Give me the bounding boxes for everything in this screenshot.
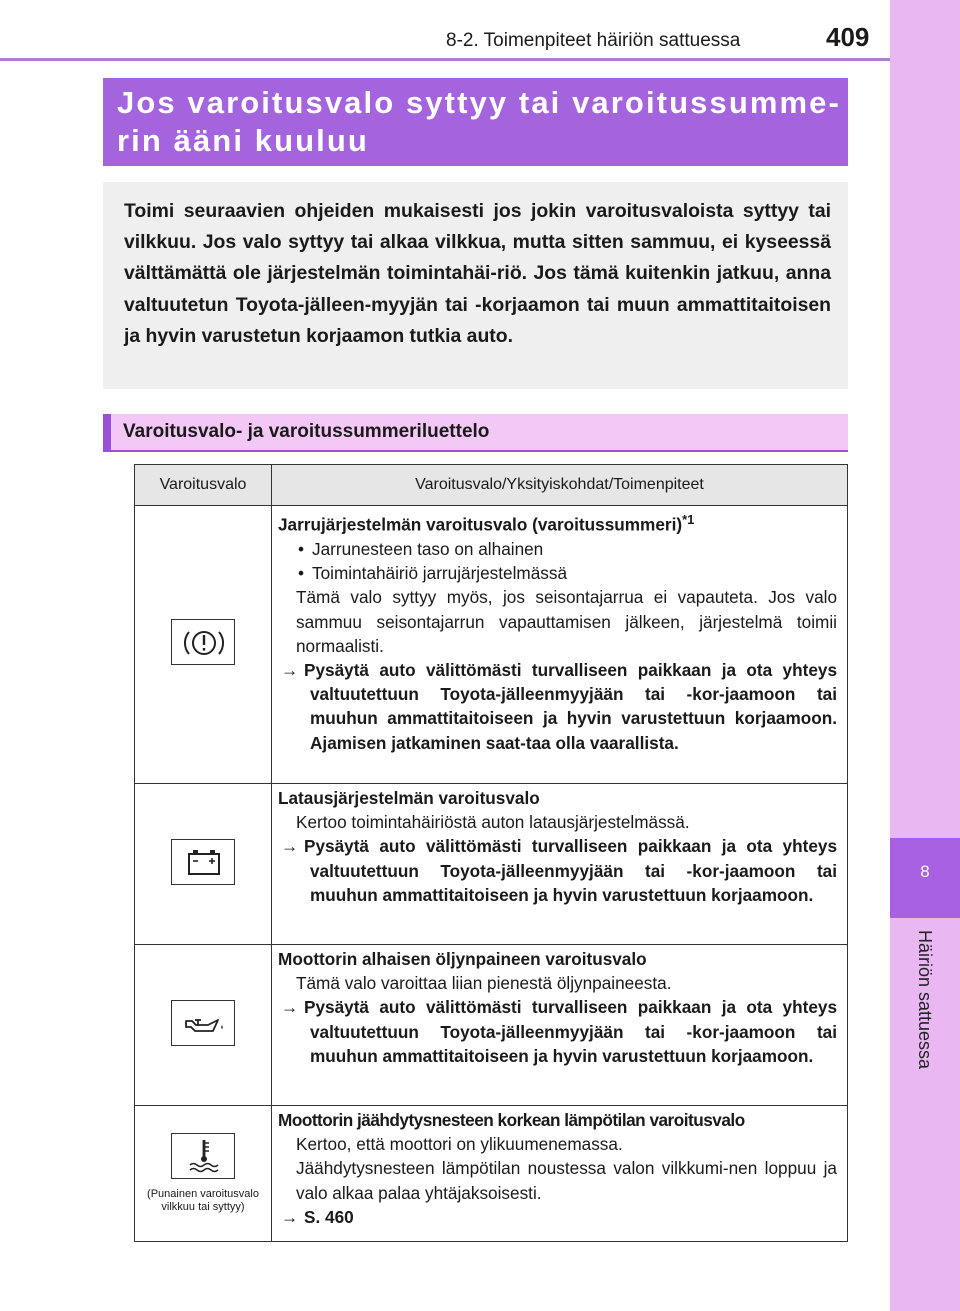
icon-cell [135, 1106, 272, 1242]
detail-cell [272, 1106, 848, 1242]
chapter-number: 8 [920, 862, 930, 881]
action-text-body: Pysäytä auto välittömästi turvalliseen paikkaan ja ota yhteys valtuutettuun Toyota-jälleenmyyjään tai -kor-jaamoon tai muuhun ammattitaitoiseen ja hyvin varustettuun korjaamoon. Ajamisen jatkaminen saat-taa olla vaarallista. [304, 659, 837, 753]
intro-box [103, 182, 848, 389]
arrow-icon: → [281, 997, 299, 1018]
table-header-row [135, 465, 848, 506]
row-title: Latausjärjestelmän varoitusvalo [278, 788, 540, 808]
action-text-body: Pysäytä auto välittömästi turvalliseen paikkaan ja ota yhteys valtuutettuun Toyota-jälleenmyyjään tai -kor-jaamoon tai muuhun ammattitaitoiseen ja hyvin varustettuun korjaamoon. [304, 997, 837, 1066]
row-title [278, 508, 837, 537]
page-number: 409 [826, 22, 870, 52]
arrow-icon: → [281, 836, 299, 857]
detail-text-2: Jäähdytysnesteen lämpötilan noustessa valon vilkkumi-nen loppuu ja valo alkaa palaa yhtäjaksoisesti. [296, 1158, 837, 1203]
warning-light-table [134, 464, 848, 1242]
action-text-body: Pysäytä auto välittömästi turvalliseen paikkaan ja ota yhteys valtuutettuun Toyota-jälleenmyyjään tai -kor-jaamoon tai muuhun ammattitaitoiseen ja hyvin varustettuun korjaamoon. [304, 836, 837, 905]
detail-cell [272, 784, 848, 945]
page-reference-link[interactable]: S. 460 [304, 1206, 354, 1227]
arrow-icon: → [281, 659, 299, 680]
header-rule [0, 58, 890, 61]
detail-cell [272, 945, 848, 1106]
oil-pressure-icon [171, 1000, 235, 1046]
icon-cell [135, 945, 272, 1106]
table-row [135, 945, 848, 1106]
footnote-mark: *1 [682, 512, 695, 527]
brake-warning-icon [171, 619, 235, 665]
section-banner [103, 78, 848, 166]
subheading-rule [103, 450, 848, 452]
action-text [278, 658, 837, 755]
detail-text: Kertoo toimintahäiriöstä auton latausjärjestelmässä. [296, 812, 690, 833]
column-header-details: Varoitusvalo/Yksityiskohdat/Toimenpiteet [272, 465, 848, 506]
icon-cell [135, 784, 272, 945]
row-title-text: Jarrujärjestelmän varoitusvalo (varoitussummeri) [278, 514, 683, 535]
table-row [135, 784, 848, 945]
bullet-item: • Jarrunesteen taso on alhainen [278, 537, 837, 561]
table-row [135, 1106, 848, 1242]
icon-cell [135, 506, 272, 784]
row-title: Moottorin jäähdytysnesteen korkean lämpötilan varoitusvalo [278, 1110, 745, 1130]
chapter-sidebar [890, 0, 960, 1311]
intro-text: Toimi seuraavien ohjeiden mukaisesti jos jokin varoitusvaloista syttyy tai vilkkuu. Jos valo syttyy tai alkaa vilkkua, mutta sitten sammuu, ei kyseessä välttämättä ole järjestelmän toimintahäi-riö. Jos tämä kuitenkin jatkuu, anna valtuutetun Toyota-jälleen-myyjän tai -korjaamon tai muun ammattitaitoisen ja hyvin varustetun korjaamon tutkia auto. [124, 200, 831, 347]
action-text [278, 1205, 837, 1229]
banner-title: Jos varoitusvalo syttyy tai varoitussumme-rin ääni kuuluu [117, 85, 841, 158]
table-row [135, 506, 848, 784]
icon-caption: (Punainen varoitusvalo vilkkuu tai syttyy) [147, 1188, 259, 1213]
detail-cell [272, 506, 848, 784]
action-text [278, 995, 837, 1068]
subheading [103, 414, 848, 450]
subheading-text: Varoitusvalo- ja varoitussummeriluettelo [123, 421, 490, 442]
chapter-title: Häiriön sattuessa [915, 930, 935, 1070]
battery-icon [171, 839, 235, 885]
detail-text: Kertoo, että moottori on ylikuumenemassa. [296, 1134, 623, 1155]
row-title: Moottorin alhaisen öljynpaineen varoitusvalo [278, 949, 647, 969]
detail-text: Tämä valo varoittaa liian pienestä öljynpaineesta. [296, 973, 672, 994]
column-header-light: Varoitusvalo [135, 465, 272, 506]
coolant-temperature-icon [171, 1133, 235, 1179]
detail-text: Tämä valo syttyy myös, jos seisontajarrua ei vapauteta. Jos valo sammuu seisontajarrun vapauttamisen jälkeen, järjestelmä toimii normaalisti. [296, 587, 837, 656]
action-text [278, 834, 837, 907]
arrow-icon: → [281, 1206, 299, 1227]
section-title: 8-2. Toimenpiteet häiriön sattuessa [446, 30, 741, 51]
bullet-item: • Toimintahäiriö jarrujärjestelmässä [278, 561, 837, 585]
subheading-accent [103, 414, 111, 450]
